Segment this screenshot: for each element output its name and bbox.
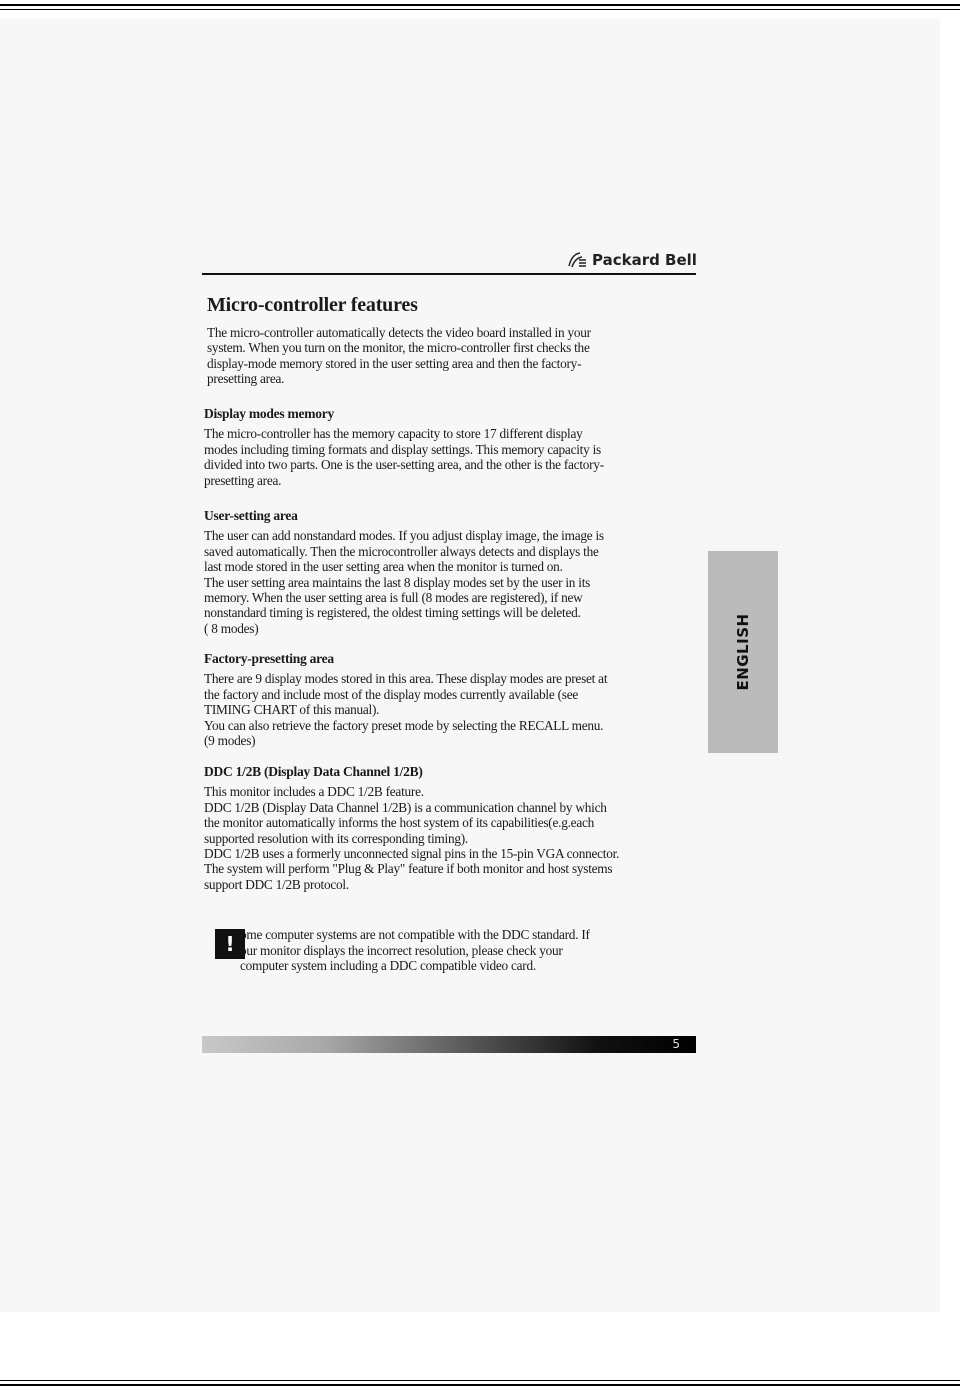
text-line: system. When you turn on the monitor, the micro-controller first checks the bbox=[207, 340, 590, 356]
language-label: ENGLISH bbox=[734, 613, 752, 691]
text-line: memory. When the user setting area is full (8 modes are registered), if new bbox=[204, 590, 583, 606]
text-line: You can also retrieve the factory preset mode by selecting the RECALL menu. bbox=[204, 717, 604, 733]
section-heading: DDC 1/2B (Display Data Channel 1/2B) bbox=[204, 764, 423, 779]
text-line: presetting area. bbox=[207, 371, 285, 387]
section-heading: Factory-presetting area bbox=[204, 651, 334, 666]
top-border-rule-thin bbox=[0, 9, 960, 10]
text-line: presetting area. bbox=[204, 472, 282, 488]
section-user-setting-area bbox=[204, 508, 698, 636]
text-line: The user setting area maintains the last 8 display modes set by the user in its bbox=[204, 574, 591, 590]
text-line: last mode stored in the user setting area when the monitor is turned on. bbox=[204, 559, 563, 575]
text-line: There are 9 display modes stored in this area. These display modes are preset at bbox=[204, 671, 608, 687]
text-line: computer system including a DDC compatible video card. bbox=[240, 958, 536, 974]
text-line: DDC 1/2B (Display Data Channel 1/2B) is a communication channel by which bbox=[204, 799, 607, 815]
text-line: divided into two parts. One is the user-setting area, and the other is the factory- bbox=[204, 457, 604, 473]
top-border-rule bbox=[0, 4, 960, 6]
text-line: nonstandard timing is registered, the oldest timing settings will be deleted. bbox=[204, 605, 581, 621]
packard-bell-logo-icon bbox=[566, 250, 588, 270]
page-number: 5 bbox=[672, 1037, 680, 1051]
text-line: display-mode memory stored in the user setting area and then the factory- bbox=[207, 355, 582, 371]
text-line: The user can add nonstandard modes. If you adjust display image, the image is bbox=[204, 528, 604, 544]
text-line: DDC 1/2B uses a formerly unconnected signal pins in the 15-pin VGA connector. bbox=[204, 846, 620, 862]
text-line: ( 8 modes) bbox=[204, 620, 259, 636]
section-heading: Display modes memory bbox=[204, 406, 334, 421]
warning-icon: ! bbox=[215, 929, 245, 959]
text-line: The micro-controller has the memory capacity to store 17 different display bbox=[204, 426, 583, 442]
intro-paragraph bbox=[207, 325, 701, 387]
text-line: The system will perform "Plug & Play" feature if both monitor and host systems bbox=[204, 861, 613, 877]
text-line: This monitor includes a DDC 1/2B feature. bbox=[204, 784, 424, 800]
text-line: saved automatically. Then the microcontroller always detects and displays the bbox=[204, 543, 599, 559]
text-line: TIMING CHART of this manual). bbox=[204, 702, 380, 718]
footer-gradient-bar bbox=[202, 1036, 696, 1053]
text-line: modes including timing formats and display settings. This memory capacity is bbox=[204, 441, 601, 457]
bottom-border-rule bbox=[0, 1384, 960, 1386]
language-side-tab bbox=[708, 551, 778, 753]
text-line: the monitor automatically informs the host system of its capabilities(e.g.each bbox=[204, 815, 595, 831]
header-divider bbox=[202, 273, 696, 275]
section-display-modes-memory bbox=[204, 406, 698, 488]
text-line: The micro-controller automatically detects the video board installed in your bbox=[207, 325, 591, 340]
text-line: our monitor displays the incorrect resolution, please check your bbox=[240, 942, 563, 958]
brand-header bbox=[566, 248, 697, 272]
text-line: (9 modes) bbox=[204, 733, 256, 749]
text-line: the factory and include most of the display modes currently available (see bbox=[204, 686, 578, 702]
text-line: ome computer systems are not compatible with the DDC standard. If bbox=[240, 927, 590, 942]
page-title: Micro-controller features bbox=[207, 294, 418, 316]
warning-note bbox=[240, 927, 690, 974]
text-line: supported resolution with its corresponding timing). bbox=[204, 830, 468, 846]
bottom-border-rule-thin bbox=[0, 1380, 960, 1381]
section-ddc bbox=[204, 764, 698, 892]
section-factory-presetting-area bbox=[204, 651, 698, 748]
brand-name: Packard Bell bbox=[592, 251, 697, 269]
section-heading: User-setting area bbox=[204, 508, 298, 523]
text-line: support DDC 1/2B protocol. bbox=[204, 876, 349, 892]
